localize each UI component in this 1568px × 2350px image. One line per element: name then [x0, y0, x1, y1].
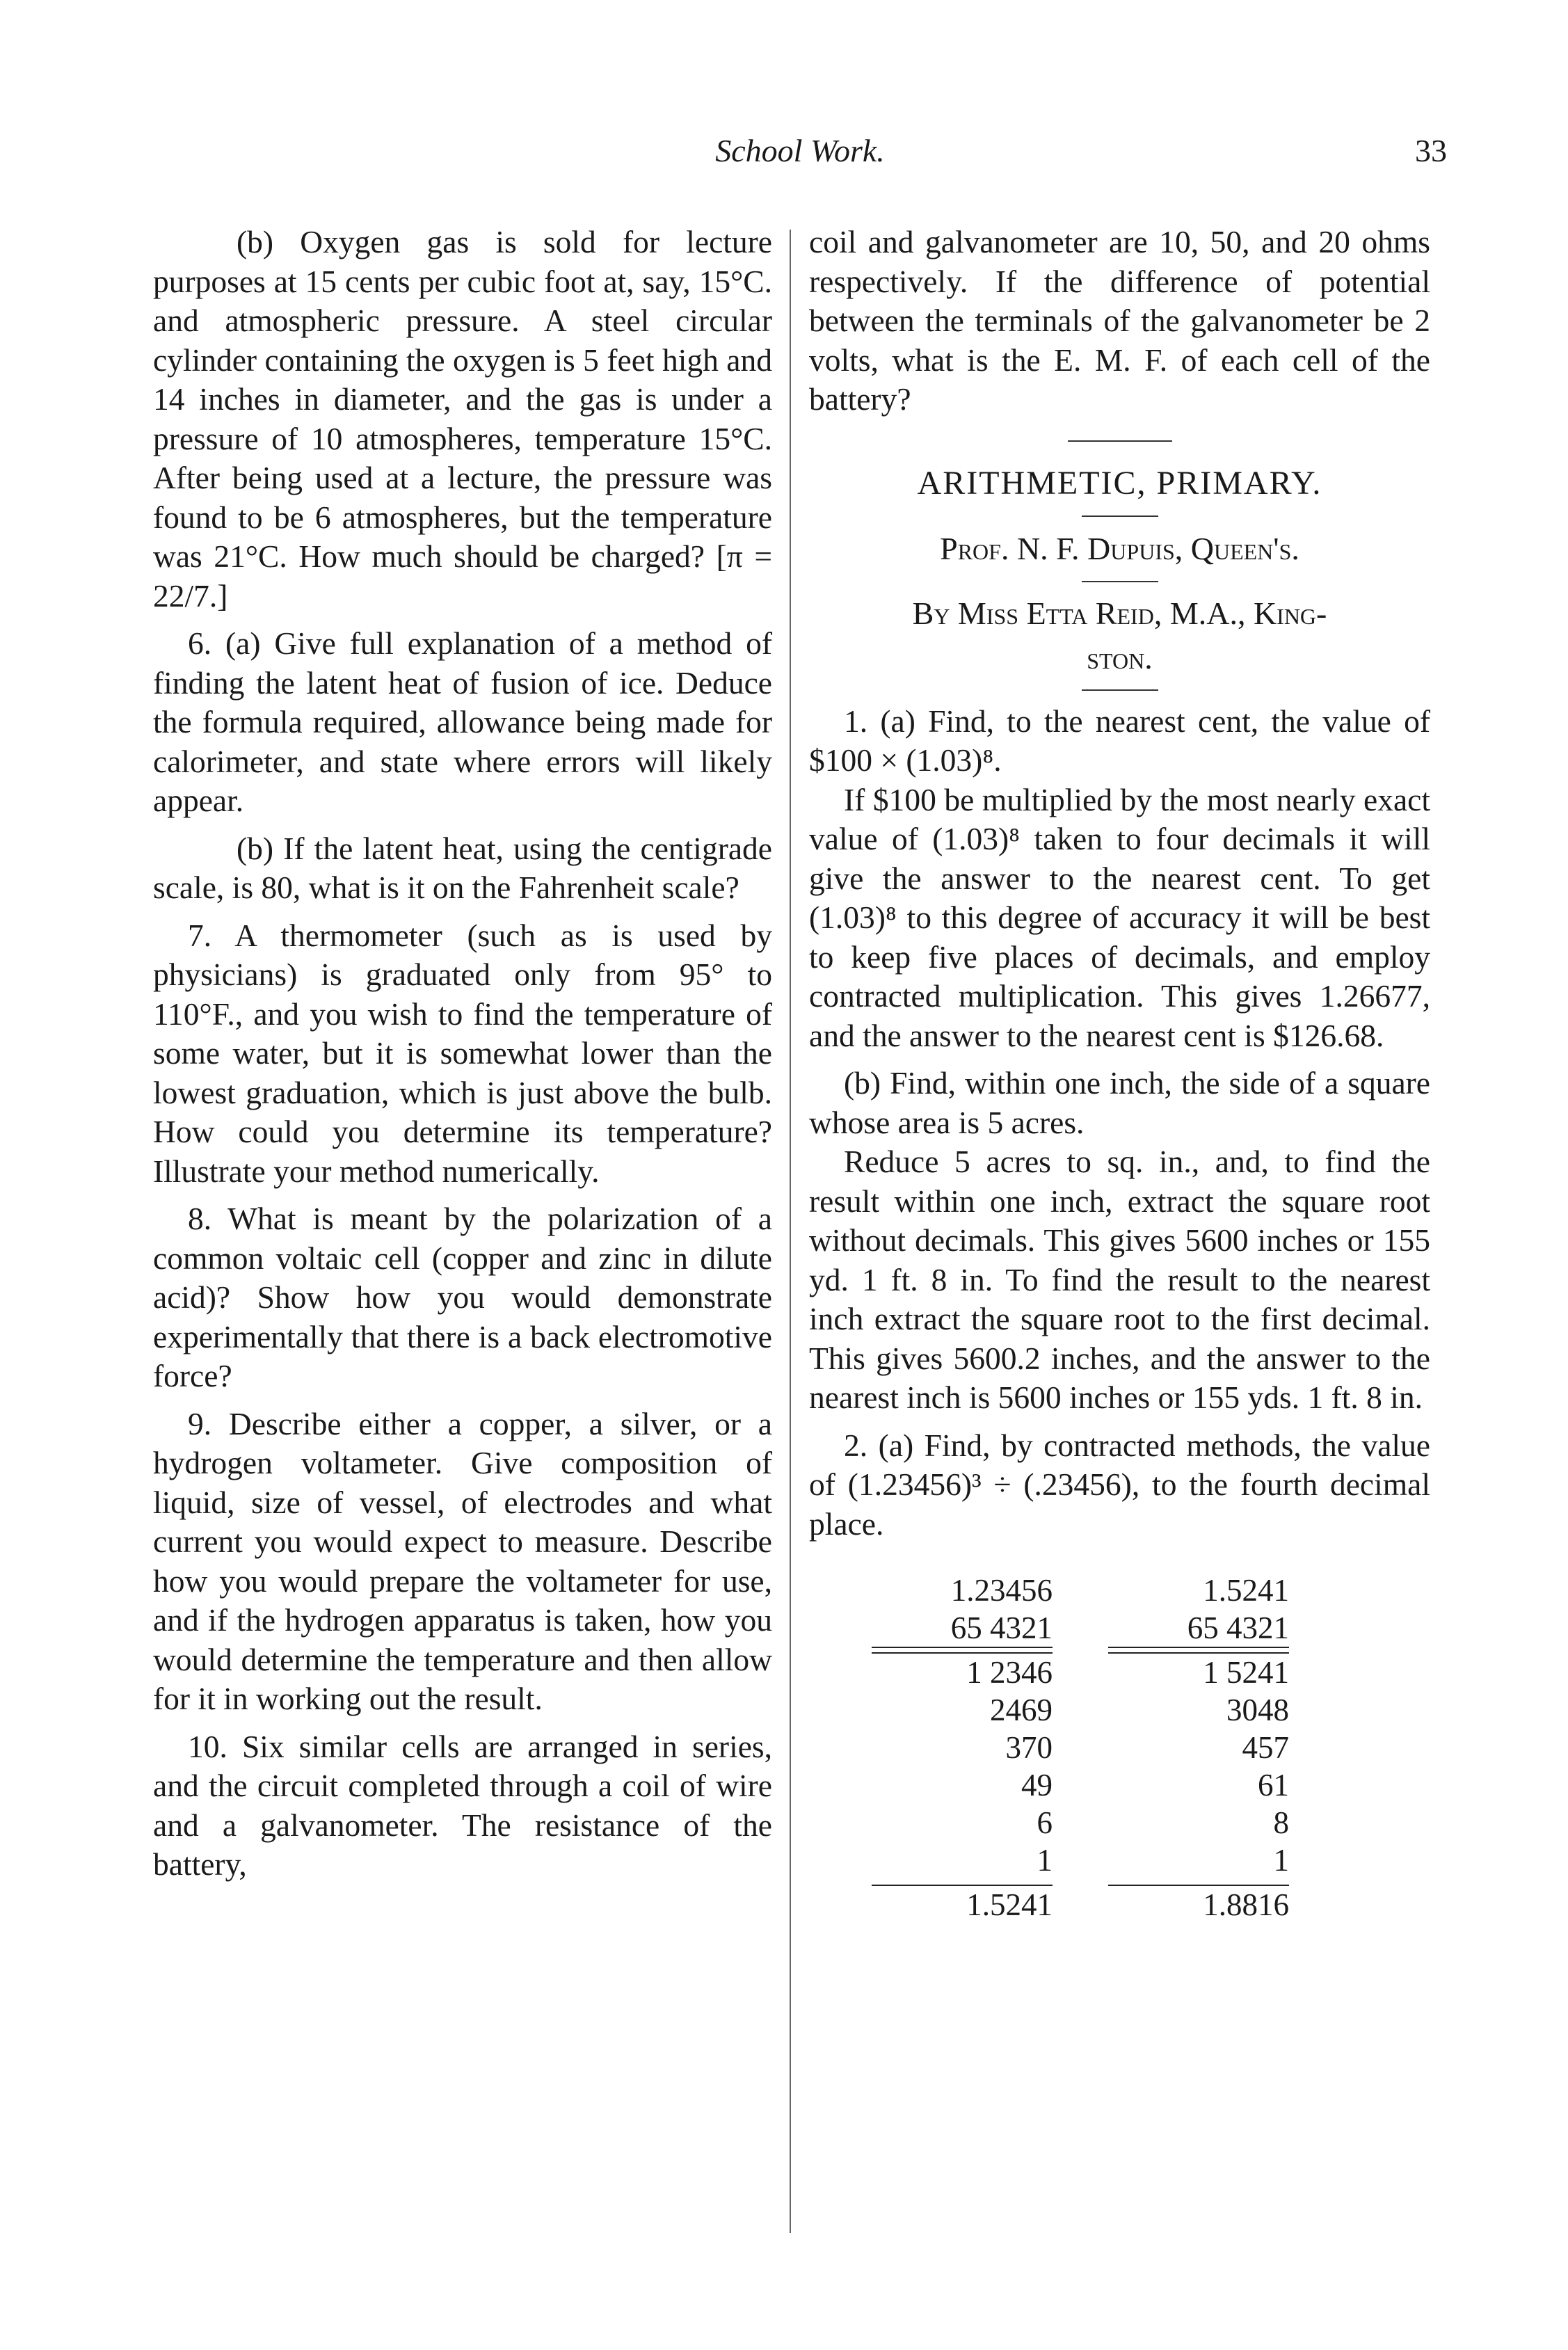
section-divider: [1082, 515, 1158, 517]
calculation-right: [1108, 1572, 1289, 1924]
paragraph-q9: 9. Describe either a copper, a silver, or a hydrogen voltameter. Give composition of liquid, size of vessel, of electrodes and what current you would expect to measure. Describe how you would prepare the voltameter for use, and if the hydrogen apparatus is taken, how you would determine the temperature and then allow for it in working out the result.: [153, 1405, 772, 1716]
partial-product: 3048: [1226, 1693, 1289, 1727]
multiplicand: 1.23456: [950, 1573, 1053, 1608]
result: 1.5241: [872, 1885, 1053, 1924]
paragraph-q1a: 1. (a) Find, to the nearest cent, the value of $100 × (1.03)⁸.: [809, 703, 1430, 778]
paragraph-q1a-answer: If $100 be multiplied by the most nearly exact value of (1.03)⁸ taken to four decimals it will give the answer to the nearest cent. To get (1.03)⁸ to this degree of accuracy it will be best to keep five places of decimals, and employ contracted multiplication. This gives 1.26677, and the answer to the nearest cent is $126.68.: [809, 781, 1430, 1053]
left-column: [153, 223, 772, 1885]
section-divider: [1082, 689, 1158, 691]
multiplier: 65 4321: [1108, 1609, 1289, 1648]
partial-product: 457: [1242, 1730, 1289, 1765]
section-byline: By Miss Etta Reid, M.A., King-: [912, 595, 1327, 631]
contracted-multiplication: [809, 1572, 1430, 1961]
calculation-left: [872, 1572, 1053, 1924]
paragraph-q6a: 6. (a) Give full explanation of a method of finding the latent heat of fusion of ice. Deduce the formula required, allowance being made for calorimeter, and state where errors will likely appear.: [153, 625, 772, 818]
partial-product: 1: [1273, 1843, 1289, 1878]
running-title: School Work.: [715, 133, 885, 168]
paragraph-continuation: coil and galvanometer are 10, 50, and 20 ohms respectively. If the difference of potential between the terminals of the galvanometer be 2 volts, what is the E. M. F. of each cell of the battery?: [809, 224, 1430, 417]
page-header: [153, 132, 1447, 181]
section-title: ARITHMETIC, PRIMARY.: [917, 464, 1322, 502]
section-byline-continued: ston.: [1087, 639, 1153, 676]
section-editor: Prof. N. F. Dupuis, Queen's.: [940, 530, 1299, 566]
partial-product: 1 2346: [872, 1652, 1053, 1691]
multiplier: 65 4321: [872, 1609, 1053, 1648]
page-number: 33: [1415, 133, 1447, 168]
paragraph-q7: 7. A thermometer (such as is used by physicians) is graduated only from 95° to 110°F., and you wish to find the temperature of some water, but it is somewhat lower than the lowest graduation, which is just above the bulb. How could you determine its temperature? Illustrate your method numerically.: [153, 917, 772, 1189]
paragraph-q10: 10. Six similar cells are arranged in series, and the circuit completed through a coil of wire and a galvanometer. The resistance of the battery,: [153, 1728, 772, 1882]
partial-product: 2469: [990, 1693, 1053, 1727]
partial-product: 6: [1037, 1805, 1053, 1840]
partial-product: 61: [1258, 1768, 1289, 1803]
right-column: [809, 223, 1430, 1961]
paragraph-q6b: (b) If the latent heat, using the centigrade scale, is 80, what is it on the Fahrenheit scale?: [153, 830, 772, 905]
partial-product: 1 5241: [1108, 1652, 1289, 1691]
paragraph-b-oxygen: (b) Oxygen gas is sold for lecture purposes at 15 cents per cubic foot at, say, 15°C. and atmospheric pressure. A steel circular cylinder containing the oxygen is 5 feet high and 14 inches in diameter, and the gas is under a pressure of 10 atmospheres, temperature 15°C. After being used at a lecture, the pressure was found to be 6 atmospheres, but the temperature was 21°C. How much should be charged? [π = 22/7.]: [153, 224, 772, 614]
partial-product: 370: [1005, 1730, 1053, 1765]
result: 1.8816: [1108, 1885, 1289, 1924]
partial-product: 49: [1021, 1768, 1053, 1803]
section-divider: [1082, 581, 1158, 582]
paragraph-q1b: (b) Find, within one inch, the side of a square whose area is 5 acres.: [809, 1065, 1430, 1140]
multiplicand: 1.5241: [1203, 1573, 1289, 1608]
paragraph-q8: 8. What is meant by the polarization of a common voltaic cell (copper and zinc in dilute acid)? Show how you would demonstrate experimentally that there is a back electromotive force?: [153, 1201, 772, 1393]
partial-product: 1: [1037, 1843, 1053, 1878]
section-divider: [1068, 440, 1172, 442]
paragraph-q1b-answer: Reduce 5 acres to sq. in., and, to find the result within one inch, extract the square root without decimals. This gives 5600 inches or 155 yd. 1 ft. 8 in. To find the result to the nearest inch extract the square root to the first decimal. This gives 5600.2 inches, and the answer to the nearest inch is 5600 inches or 155 yds. 1 ft. 8 in.: [809, 1144, 1430, 1415]
column-divider: [790, 230, 791, 2233]
paragraph-q2a: 2. (a) Find, by contracted methods, the value of (1.23456)³ ÷ (.23456), to the fourth decimal place.: [809, 1427, 1430, 1542]
partial-product: 8: [1273, 1805, 1289, 1840]
